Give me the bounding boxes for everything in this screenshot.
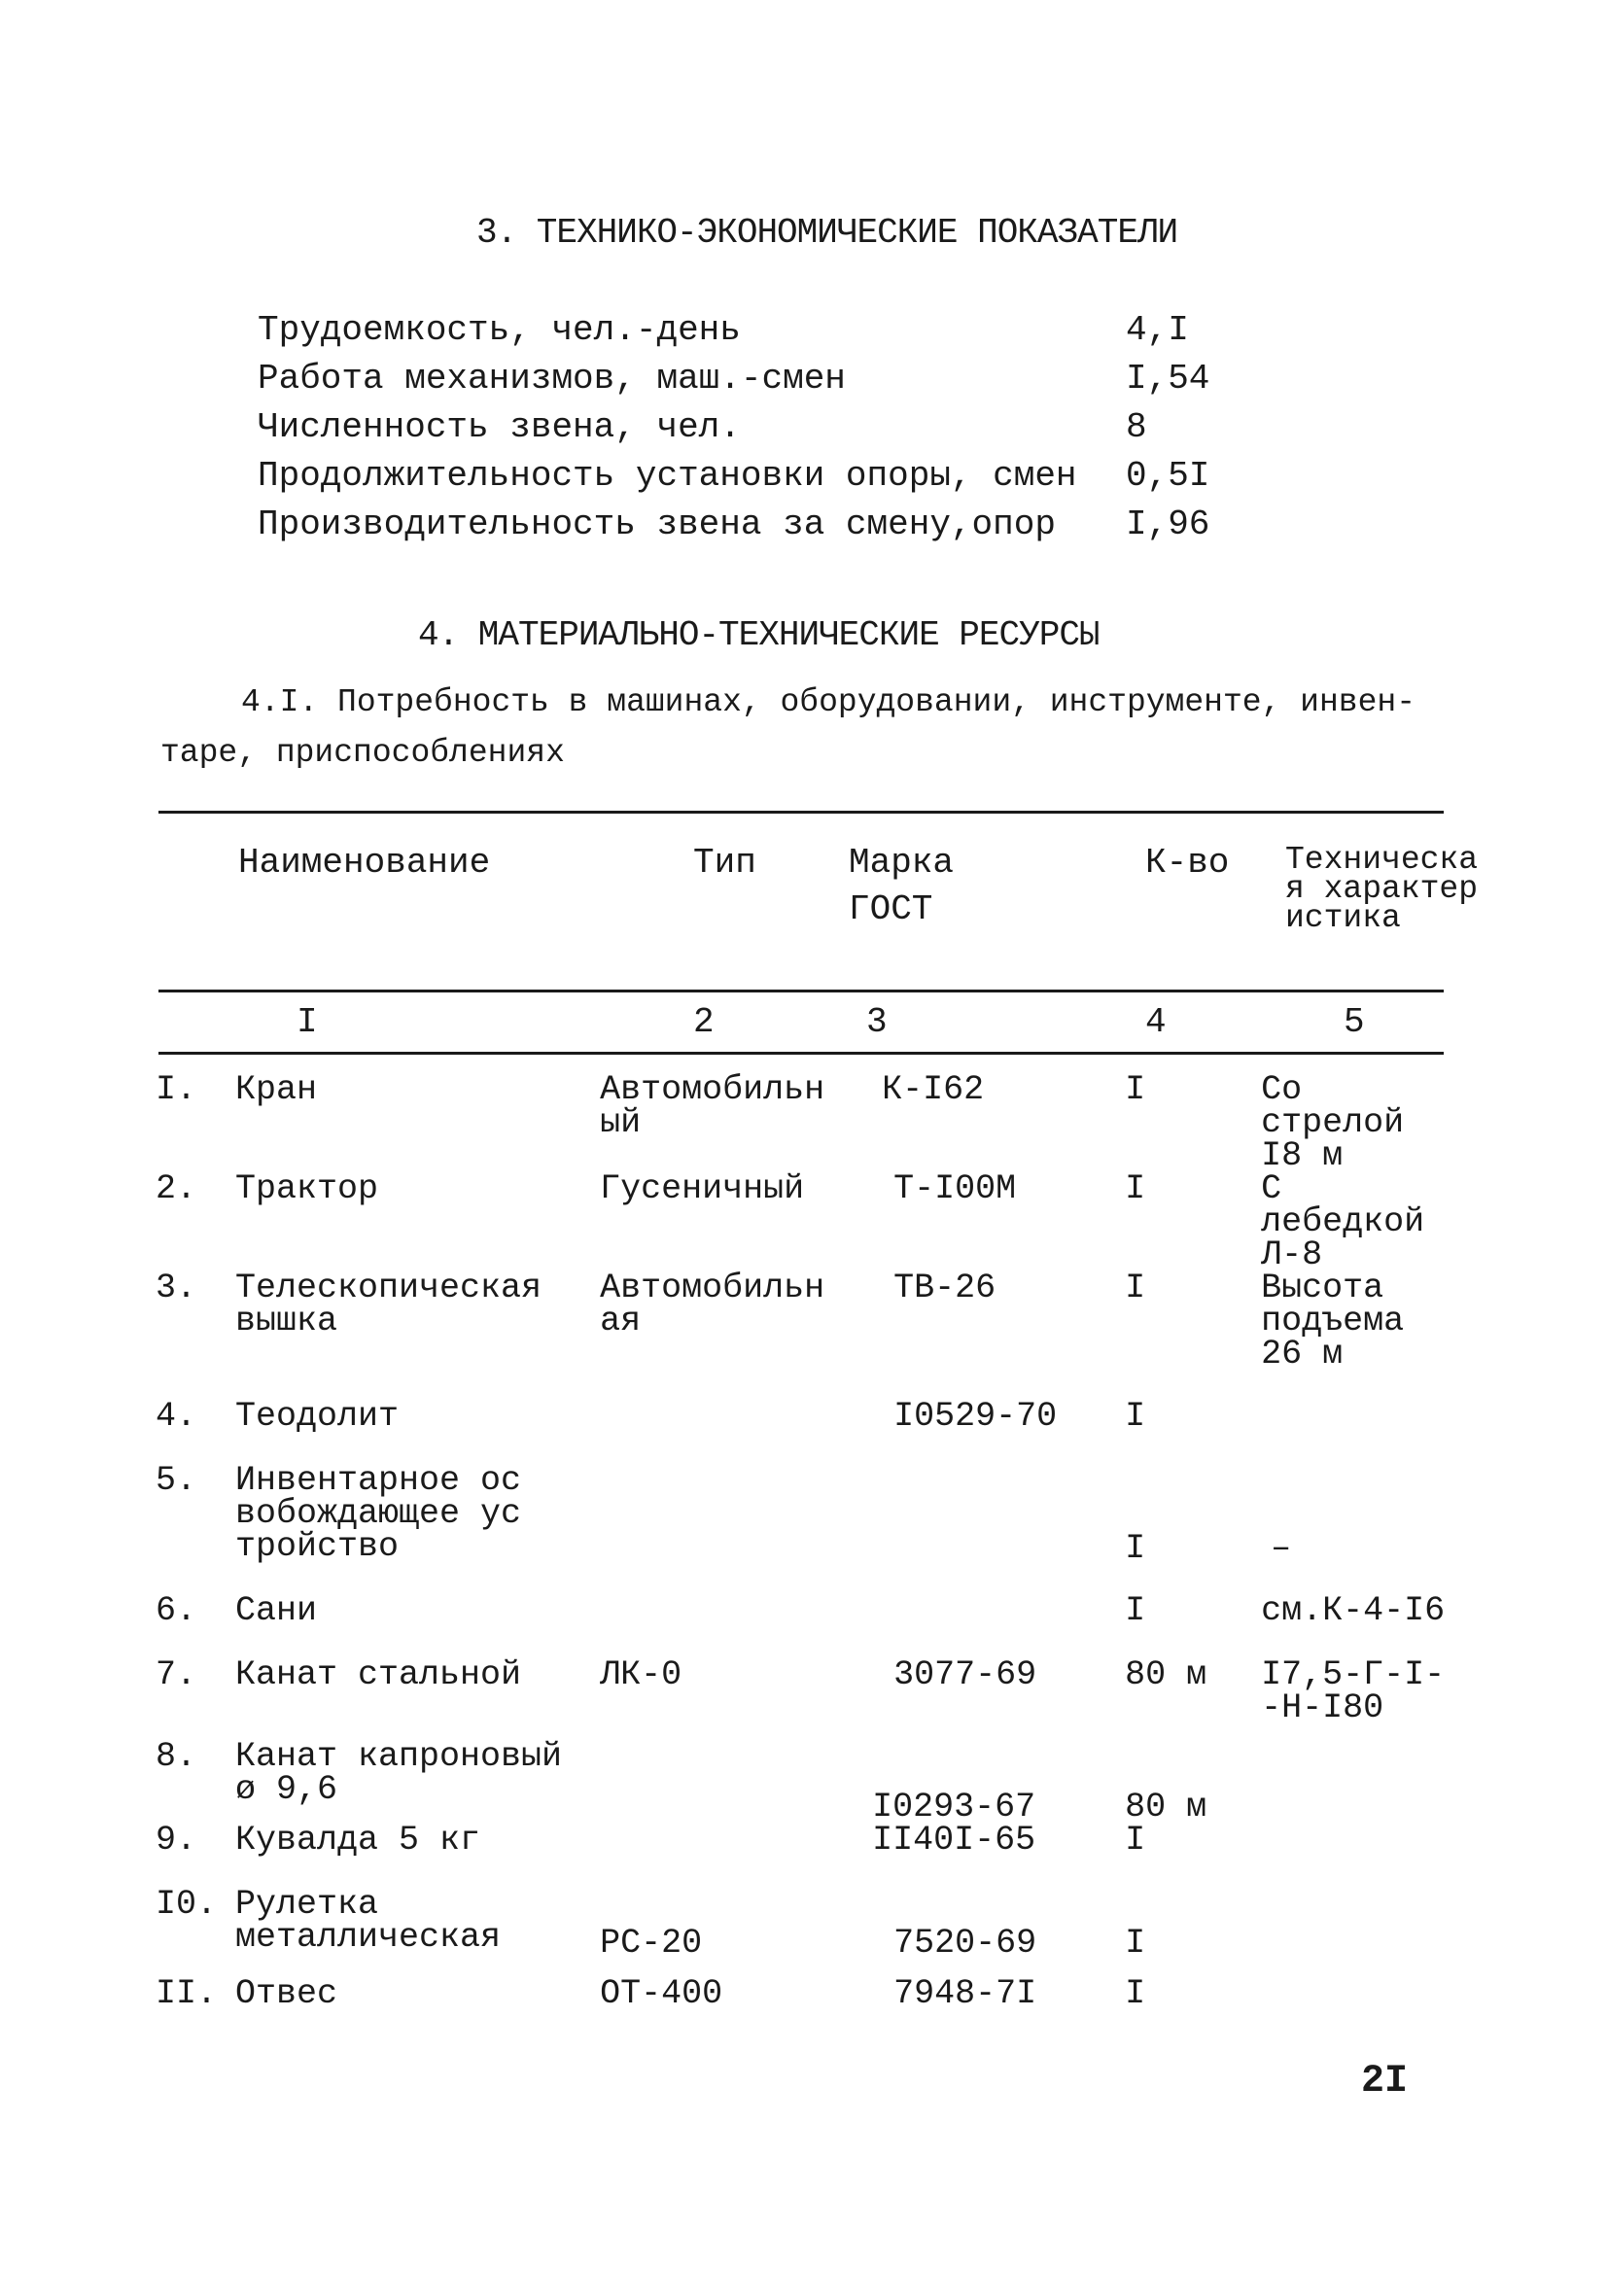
row-type: ЛК-0	[600, 1655, 682, 1694]
col-number-4: 4	[1145, 1002, 1167, 1042]
paragraph-line-1: 4.I. Потребность в машинах, оборудовании, инструменте, инвен-	[241, 684, 1416, 720]
row-number: 8.	[156, 1737, 197, 1776]
row-number: 4.	[156, 1397, 197, 1436]
row-number: 3.	[156, 1269, 197, 1307]
table-top-rule	[158, 811, 1444, 814]
row-spec: см.К-4-I6	[1261, 1591, 1446, 1630]
table-row	[156, 1400, 1485, 1464]
row-type: Автомобильный	[600, 1070, 825, 1142]
row-number: 7.	[156, 1655, 197, 1694]
row-spec	[1261, 1740, 1485, 1824]
row-type	[600, 1740, 872, 1824]
row-mark: 3077-69	[893, 1655, 1037, 1694]
indicator-value: I,54	[1126, 359, 1210, 399]
row-qty: I	[1125, 1821, 1146, 1860]
row-spec: –	[1271, 1529, 1292, 1568]
row-spec	[1261, 1888, 1485, 1977]
table-row	[156, 1073, 1485, 1172]
row-spec	[1261, 1824, 1485, 1888]
header-bottom-rule	[158, 990, 1444, 992]
row-mark: К-I62	[882, 1070, 985, 1109]
row-type: ОТ-400	[600, 1974, 723, 2013]
header-mark-line2: ГОСТ	[849, 889, 933, 929]
row-mark: Т-I00М	[893, 1169, 1017, 1208]
row-spec	[1261, 1400, 1485, 1464]
header-name: Наименование	[238, 843, 491, 883]
row-type	[600, 1824, 872, 1888]
row-qty: I	[1125, 1974, 1146, 2013]
row-qty: I	[1125, 1529, 1146, 1568]
row-number: 9.	[156, 1821, 197, 1860]
row-number: 2.	[156, 1169, 197, 1208]
col-number-5: 5	[1344, 1002, 1365, 1042]
row-name: Отвес	[235, 1974, 338, 2013]
table-row	[156, 1594, 1485, 1658]
table-row	[156, 1172, 1485, 1271]
indicator-label: Продолжительность установки опоры, смен	[258, 456, 1077, 496]
row-type: РС-20	[600, 1924, 703, 1963]
indicator-label: Работа механизмов, маш.-смен	[258, 359, 846, 399]
indicator-label: Трудоемкость, чел.-день	[258, 310, 741, 350]
row-number: II.	[156, 1974, 218, 2013]
row-mark: 7948-7I	[893, 1974, 1037, 2013]
row-mark	[872, 1464, 1125, 1594]
section-4-title: 4. МАТЕРИАЛЬНО-ТЕХНИЧЕСКИЕ РЕСУРСЫ	[418, 615, 1100, 655]
page-number: 2I	[1361, 2060, 1409, 2104]
col-number-2: 2	[693, 1002, 715, 1042]
header-qty: К-во	[1145, 843, 1230, 883]
row-number: I0.	[156, 1885, 218, 1924]
row-qty: 80 м	[1125, 1788, 1207, 1826]
row-number: 5.	[156, 1461, 197, 1500]
row-mark: II40I-65	[872, 1821, 1036, 1860]
table-row	[156, 1464, 1485, 1594]
row-qty: I	[1125, 1070, 1146, 1109]
row-name: Инвентарное освобождающее устройство	[235, 1461, 522, 1566]
row-mark: I0293-67	[872, 1788, 1036, 1826]
row-name: Канат капроновый ø 9,6	[235, 1737, 563, 1809]
row-mark: I0529-70	[893, 1397, 1058, 1436]
row-spec	[1261, 1977, 1485, 2026]
row-spec: I7,5-Г-I--Н-I80	[1261, 1655, 1446, 1727]
col-number-3: 3	[866, 1002, 888, 1042]
row-qty: I	[1125, 1591, 1146, 1630]
row-name: Сани	[235, 1591, 318, 1630]
col-number-1: I	[297, 1002, 318, 1042]
table-row	[156, 1740, 1485, 1824]
resources-table	[156, 1070, 1485, 2026]
header-spec: Техническая характеристика	[1285, 842, 1479, 936]
row-spec: Со стрелой I8 м	[1261, 1070, 1405, 1175]
indicator-label: Производительность звена за смену,опор	[258, 504, 1056, 544]
row-mark: ТВ-26	[893, 1269, 996, 1307]
row-name: Кран	[235, 1070, 318, 1109]
table-row	[156, 1888, 1485, 1977]
indicator-value: I,96	[1126, 504, 1210, 544]
row-spec: Высота подъема 26 м	[1261, 1269, 1405, 1374]
table-row	[156, 1824, 1485, 1888]
row-qty: I	[1125, 1269, 1146, 1307]
row-qty: I	[1125, 1169, 1146, 1208]
row-name: Трактор	[235, 1169, 379, 1208]
header-type: Тип	[693, 843, 756, 883]
indicator-value: 4,I	[1126, 310, 1189, 350]
row-type	[600, 1594, 872, 1658]
row-spec: С лебедкой Л-8	[1261, 1169, 1425, 1274]
row-qty: I	[1125, 1924, 1146, 1963]
section-3-title: 3. ТЕХНИКО-ЭКОНОМИЧЕСКИЕ ПОКАЗАТЕЛИ	[476, 213, 1178, 253]
row-type	[600, 1400, 872, 1464]
row-number: I.	[156, 1070, 197, 1109]
row-name: Канат стальной	[235, 1655, 522, 1694]
indicator-value: 0,5I	[1126, 456, 1210, 496]
row-qty: I	[1125, 1397, 1146, 1436]
row-name: Рулетка металлическая	[235, 1885, 502, 1957]
row-mark: 7520-69	[893, 1924, 1037, 1963]
table-row	[156, 1271, 1485, 1400]
header-mark-line1: Марка	[849, 843, 955, 883]
row-type	[600, 1464, 872, 1594]
row-name: Телескопическая вышка	[235, 1269, 542, 1340]
row-type: Автомобильная	[600, 1269, 825, 1340]
row-name: Кувалда 5 кг	[235, 1821, 481, 1860]
row-mark	[872, 1594, 1125, 1658]
indicator-value: 8	[1126, 407, 1147, 447]
indicator-label: Численность звена, чел.	[258, 407, 741, 447]
paragraph-line-2: таре, приспособлениях	[160, 735, 565, 771]
row-qty: 80 м	[1125, 1655, 1207, 1694]
row-name: Теодолит	[235, 1397, 400, 1436]
row-number: 6.	[156, 1591, 197, 1630]
row-type: Гусеничный	[600, 1169, 805, 1208]
table-row	[156, 1658, 1485, 1740]
table-row	[156, 1977, 1485, 2026]
col-numbers-rule	[158, 1052, 1444, 1055]
